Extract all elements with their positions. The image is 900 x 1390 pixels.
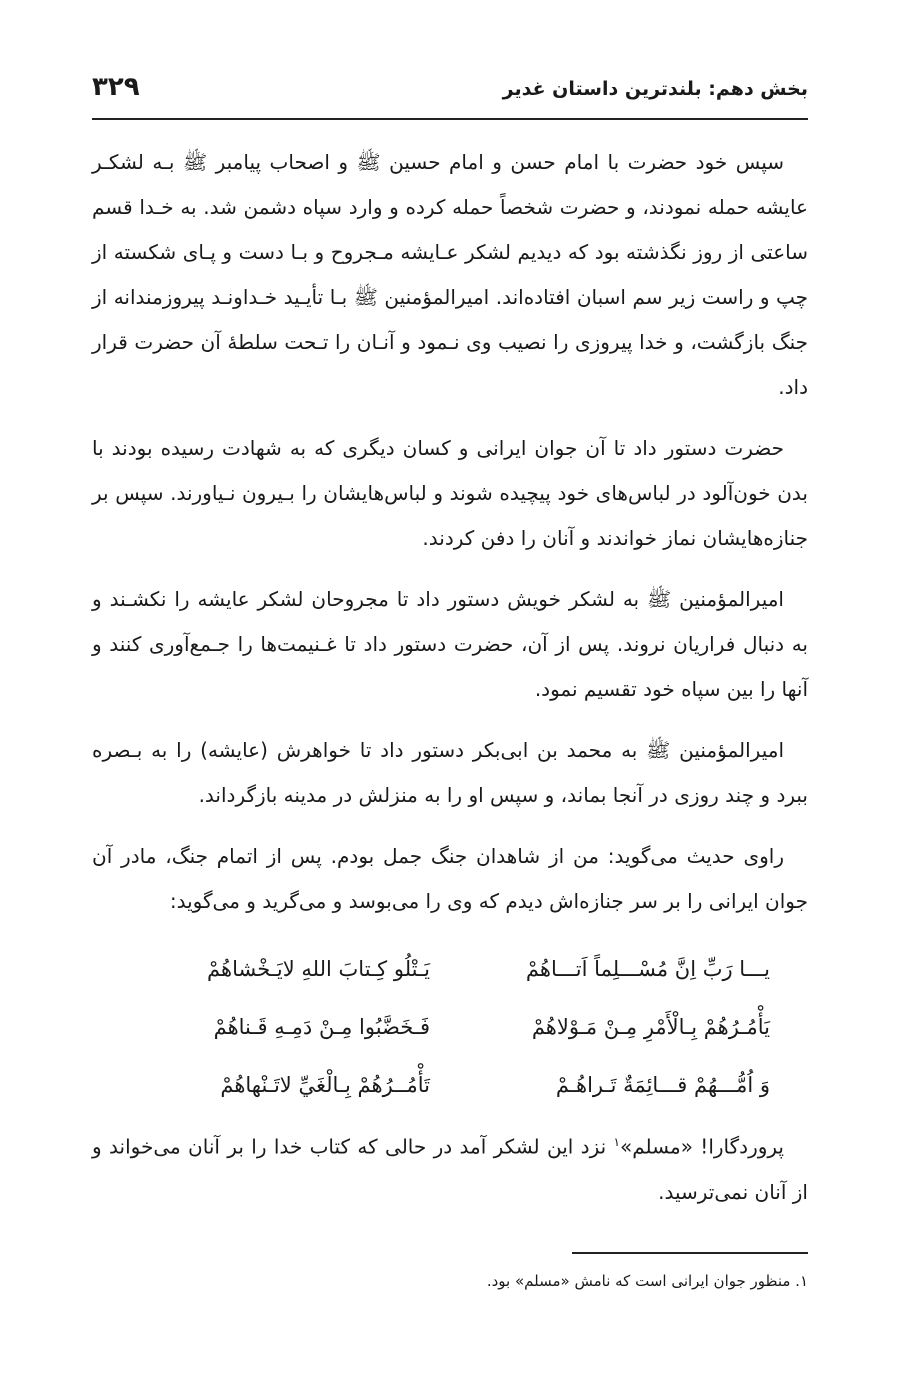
poem-hemistich-right: وَ اُمُّـــهُمْ قـــائِمَةٌ تَـراهُـمْ <box>555 1073 770 1097</box>
paragraph-1: سپس خود حضرت با امام حسن و امام حسین ﷺ و اصحاب پیامبر ﷺ بـه لشکـر عایشه حمله نمودند، و حضرت شخصاً حمله کرده و وارد سپاه دشمن شد. به خـدا قسم ساعتی از روز نگذشته بود که دیدیم لشکر عـایشه مـجروح و بـا دست و پـای شکسته از چپ و راست زیر سم اسبان افتاده‌اند. امیرالمؤمنین ﷺ بـا تأیـید خـداونـد پیروزمندانه از جنگ بازگشت، و خدا پیروزی را نصیب وی نـمود و آنـان را تـحت سلطهٔ آن حضرت قرار داد. <box>92 150 808 399</box>
footnote: ۱. منظور جوان ایرانی است که نامش «مسلم» بود. <box>486 1272 808 1290</box>
poem-hemistich-left: یَـتْلُو کِـتابَ اللهِ لایَـخْشاهُمْ <box>207 957 430 981</box>
poem <box>130 940 770 1114</box>
poem-hemistich-right: یـــا رَبِّ اِنَّ مُسْـــلِماً اَتـــاهُمْ <box>525 957 770 981</box>
paragraph-4: امیرالمؤمنین ﷺ به محمد بن ابی‌بکر دستور داد تا خواهرش (عایشه) را به بـصره ببرد و چند روزی در آنجا بماند، و سپس او را به منزلش در مدینه بازگرداند. <box>92 738 808 807</box>
poem-verse <box>130 1056 770 1114</box>
poem-verse <box>130 998 770 1056</box>
closing-text-end: نزد این لشکر آمد در حالی که کتاب خدا را بر آنان می‌خواند و از آنان نمی‌ترسید. <box>92 1134 808 1204</box>
main-text <box>92 140 808 1231</box>
running-header <box>92 72 808 120</box>
paragraph-2: حضرت دستور داد تا آن جوان ایرانی و کسان دیگری که به شهادت رسیده بودند با بدن خون‌آلود در لباس‌های خود پیچیده شوند و لباس‌هایشان را بـیرون نـیاورند. سپس بر جنازه‌هایشان نماز خواندند و آنان را دفن کردند. <box>92 436 808 550</box>
page-number: ۳۲۹ <box>92 72 140 102</box>
paragraph-3: امیرالمؤمنین ﷺ به لشکر خویش دستور داد تا مجروحان لشکر عایشه را نکشـند و به دنبال فراریان نروند. پس از آن، حضرت دستور داد تا غـنیمت‌ها را جـمع‌آوری کنند و آنها را بین سپاه خود تقسیم نمود. <box>92 587 808 701</box>
chapter-title: بخش دهم: بلندترین داستان غدیر <box>502 78 808 100</box>
poem-hemistich-left: فَـخَضَّبُوا مِـنْ دَمِـهِ قَـناهُمْ <box>213 1015 430 1039</box>
poem-hemistich-right: یَأْمُـرُهُمْ بِـالْأَمْرِ مِـنْ مَـوْلاهُمْ <box>531 1015 770 1039</box>
paragraph-5: راوی حدیث می‌گوید: من از شاهدان جنگ جمل بودم. پس از اتمام جنگ، مادر آن جوان ایرانی را بر سر جنازه‌اش دیدم که وی را می‌بوسد و می‌گرید و می‌گوید: <box>92 844 808 913</box>
footnote-divider <box>572 1252 808 1254</box>
closing-paragraph <box>92 1120 808 1215</box>
closing-text-start: پروردگارا! «مسلم» <box>620 1134 784 1159</box>
footnote-reference[interactable]: ۱ <box>613 1135 620 1149</box>
poem-hemistich-left: تَأْمُــرُهُمْ بِـالْغَيِّ لاتَـنْهاهُمْ <box>220 1073 430 1097</box>
poem-verse <box>130 940 770 998</box>
